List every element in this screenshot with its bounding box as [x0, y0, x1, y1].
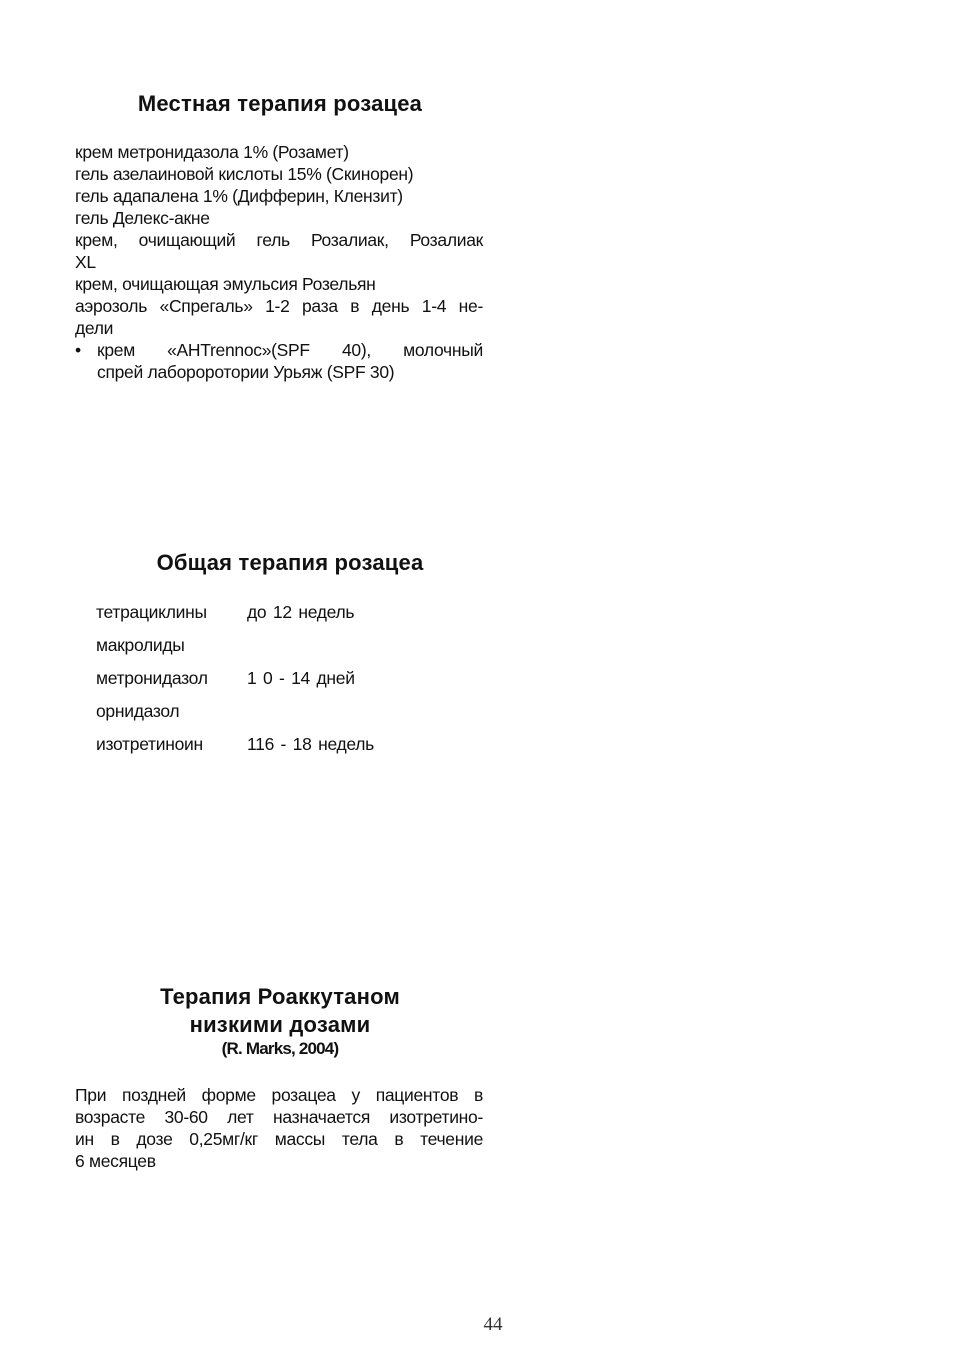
- paragraph-line: 6 месяцев: [75, 1151, 156, 1171]
- general-therapy-table: [96, 596, 374, 761]
- local-therapy-list: [75, 141, 483, 383]
- roaccutane-title-line1: Терапия Роаккутаном: [160, 984, 400, 1009]
- list-item: гель Делекс-акне: [75, 208, 210, 228]
- drug-name: тетрациклины: [96, 602, 207, 622]
- paragraph-line: ин в дозе 0,25мг/кг массы тела в течение: [75, 1129, 483, 1149]
- bullet-icon: •: [75, 340, 81, 360]
- drug-name: орнидазол: [96, 701, 180, 721]
- table-row: [96, 662, 374, 695]
- general-therapy-title: Общая терапия розацеа: [156, 550, 424, 575]
- paragraph-line: При поздней форме розацеа у пациентов в: [75, 1085, 483, 1105]
- roaccutane-reference: (R. Marks, 2004): [221, 1039, 339, 1058]
- table-row: [96, 596, 374, 629]
- local-therapy-title: Местная терапия розацеа: [137, 91, 423, 116]
- roaccutane-paragraph: [75, 1084, 483, 1172]
- page-number: 44: [483, 1314, 503, 1335]
- drug-duration: до 12 недель: [247, 602, 355, 622]
- bullet-line: спрей лабороротории Урьяж (SPF 30): [97, 362, 395, 382]
- table-row: [96, 695, 374, 728]
- roaccutane-title-line2: низкими дозами: [189, 1012, 371, 1037]
- drug-name: макролиды: [96, 635, 185, 655]
- list-item: крем, очищающая эмульсия Розельян: [75, 274, 376, 294]
- bullet-line: крем «AHTrennoc»(SPF 40), молочный: [97, 340, 483, 360]
- list-item: XL: [75, 252, 96, 272]
- list-item: крем, очищающий гель Розалиак, Розалиак: [75, 230, 483, 250]
- bullet-list-item: [75, 339, 483, 383]
- list-item: крем метронидазола 1% (Розамет): [75, 142, 349, 162]
- drug-name: метронидазол: [96, 668, 208, 688]
- paragraph-line: возрасте 30-60 лет назначается изотретино-: [75, 1107, 483, 1127]
- drug-name: изотретиноин: [96, 734, 203, 754]
- list-item: аэрозоль «Спрегаль» 1-2 раза в день 1-4 не-: [75, 296, 483, 316]
- list-item: дели: [75, 318, 114, 338]
- drug-duration: 116 - 18 недель: [247, 734, 374, 754]
- list-item: гель азелаиновой кислоты 15% (Скинорен): [75, 164, 414, 184]
- table-row: [96, 728, 374, 761]
- table-row: [96, 629, 374, 662]
- drug-duration: 1 0 - 14 дней: [247, 668, 355, 688]
- list-item: гель адапалена 1% (Дифферин, Клензит): [75, 186, 403, 206]
